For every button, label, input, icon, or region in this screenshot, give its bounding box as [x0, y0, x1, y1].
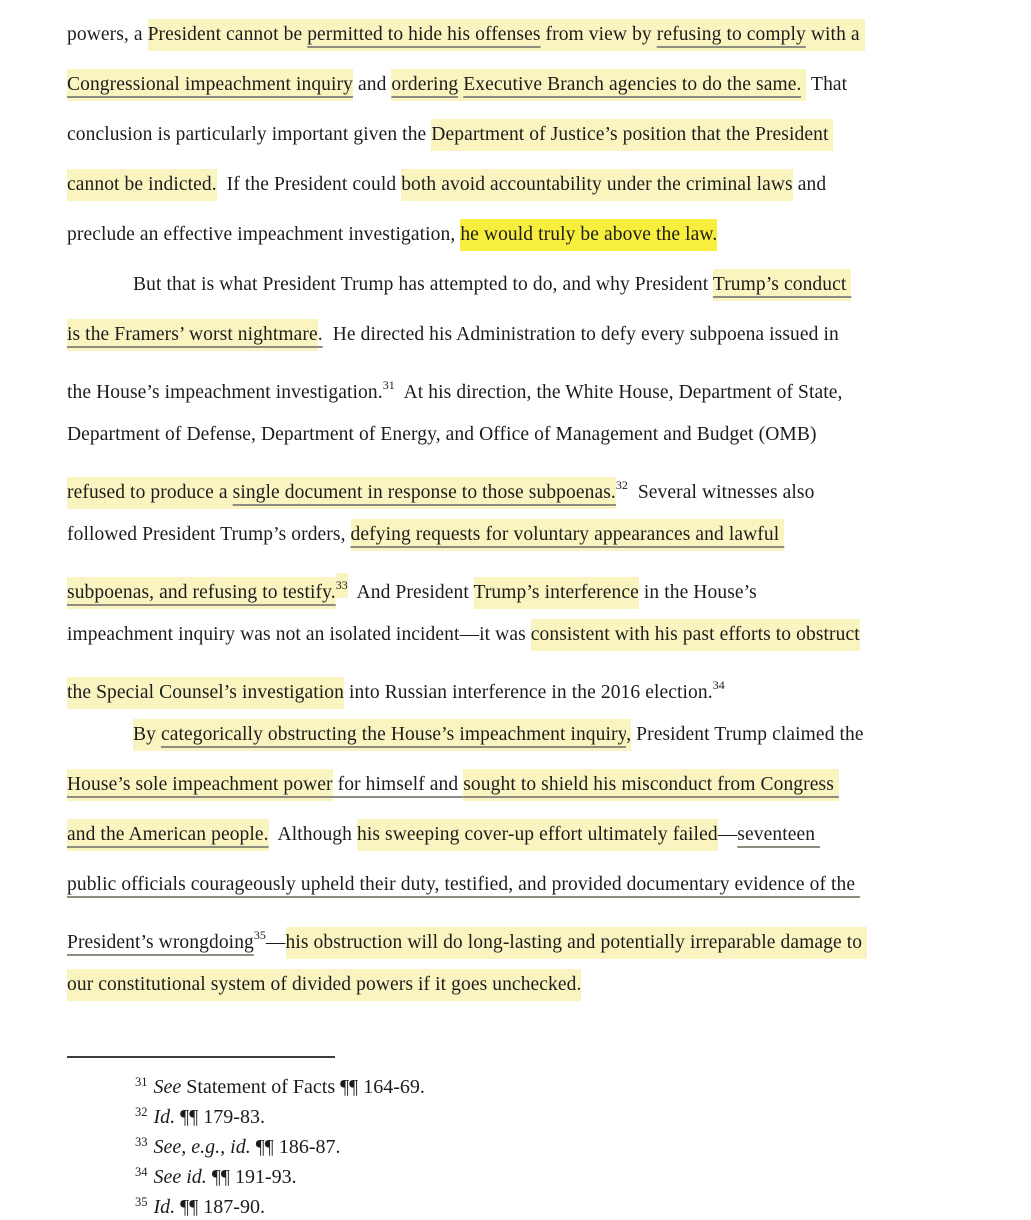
footnote-number: 35 [135, 1195, 148, 1209]
underlined-text: . [317, 324, 323, 345]
underlined-text: President’s wrongdoing [67, 932, 254, 953]
footnote-number: 32 [135, 1105, 148, 1119]
highlighted-text: Trump’s conduct [713, 269, 851, 301]
text-segment: powers, a [67, 24, 148, 45]
footnote-list [67, 1070, 967, 1220]
highlighted-text: single document in response to those subpoenas. [233, 477, 616, 509]
text-segment: — [265, 932, 286, 953]
footnotes-section [67, 1056, 967, 1220]
highlighted-text: cannot be indicted. [67, 169, 217, 201]
footnote [67, 1100, 967, 1130]
text-line [67, 660, 967, 710]
text-line [67, 560, 967, 610]
document-body [67, 10, 967, 1010]
text-line [67, 110, 967, 160]
highlighted-text: defying requests for voluntary appearances and lawful [351, 519, 785, 551]
highlighted-text: consistent with his past efforts to obstruct [531, 619, 860, 651]
text-line [67, 310, 967, 360]
highlighted-text: Congressional impeachment inquiry [67, 69, 353, 101]
highlighted-text: ordering [391, 69, 458, 101]
text-line [67, 60, 967, 110]
text-line [67, 210, 967, 260]
footnote-text: Statement of Facts ¶¶ 164-69. [181, 1076, 425, 1098]
highlighted-text: and the American people. [67, 819, 269, 851]
text-segment: If the President could [216, 174, 402, 195]
text-line [67, 910, 967, 960]
footnote [67, 1130, 967, 1160]
footnote-citation-signal: Id. [153, 1106, 176, 1128]
footnote-number: 33 [135, 1135, 148, 1149]
highlighted-text: President cannot be [148, 19, 308, 51]
text-segment: impeachment inquiry was not an isolated incident—it was [67, 624, 531, 645]
text-segment: the House’s impeachment investigation. [67, 382, 383, 403]
footnote-citation-signal: Id. [153, 1196, 176, 1218]
text-line [67, 760, 967, 810]
text-line [67, 260, 967, 310]
highlighted-text: both avoid accountability under the criminal laws [401, 169, 793, 201]
text-segment: preclude an effective impeachment investigation, [67, 224, 461, 245]
text-segment: At his direction, the White House, Department of State, [394, 382, 843, 403]
text-segment: Several witnesses also [627, 482, 815, 503]
text-segment: President Trump claimed the [631, 724, 864, 745]
highlighted-text: he would truly be above the law. [460, 219, 717, 251]
text-line [67, 960, 967, 1010]
text-segment: into Russian interference in the 2016 election. [344, 682, 713, 703]
highlighted-text: refused to produce a [67, 477, 233, 509]
footnote-separator [67, 1056, 335, 1058]
text-line [67, 710, 967, 760]
highlighted-text: Executive Branch agencies to do the same. [463, 69, 801, 101]
text-segment: followed President Trump’s orders, [67, 524, 351, 545]
highlighted-text: our constitutional system of divided powers if it goes unchecked. [67, 969, 581, 1001]
footnote-marker: 33 [336, 573, 348, 598]
footnote-marker: 35 [253, 928, 266, 942]
text-segment: and [792, 174, 827, 195]
text-segment: But that is what President Trump has attempted to do, and why President [133, 274, 713, 295]
text-segment: And President [347, 582, 474, 603]
text-line [67, 460, 967, 510]
footnote-text: ¶¶ 186-87. [250, 1136, 341, 1158]
highlighted-text: subpoenas, and refusing to testify. [67, 577, 336, 609]
footnote-text: ¶¶ 191-93. [206, 1166, 297, 1188]
highlighted-text: sought to shield his misconduct from Congress [463, 769, 839, 801]
highlighted-text: is the Framers’ worst nightmare [67, 319, 318, 351]
highlighted-text: with a [806, 19, 865, 51]
text-segment: That [806, 74, 848, 95]
text-line [67, 810, 967, 860]
underlined-text: for himself and [332, 774, 464, 795]
text-segment: — [717, 824, 738, 845]
text-segment: Department of Defense, Department of Energy, and Office of Management and Budget (OMB) [67, 424, 817, 445]
text-line [67, 610, 967, 660]
text-line [67, 860, 967, 910]
highlighted-text: permitted to hide his offenses [307, 19, 540, 51]
highlighted-text: the Special Counsel’s investigation [67, 677, 344, 709]
highlighted-text: By [133, 719, 161, 751]
text-line [67, 160, 967, 210]
footnote [67, 1070, 967, 1100]
footnote [67, 1190, 967, 1220]
underlined-text: public officials courageously upheld their duty, testified, and provided documentary evidence of the [67, 874, 861, 895]
footnote-number: 31 [135, 1075, 148, 1089]
text-segment: Although [268, 824, 357, 845]
text-segment: He directed his Administration to defy every subpoena issued in [322, 324, 839, 345]
highlighted-text: categorically obstructing the House’s impeachment inquiry [161, 719, 626, 751]
highlighted-text: refusing to comply [657, 19, 806, 51]
text-line [67, 510, 967, 560]
footnote-marker: 32 [615, 478, 628, 492]
footnote-citation-signal: See [153, 1076, 182, 1098]
highlighted-text: Trump’s interference [474, 577, 639, 609]
footnote-marker: 34 [712, 678, 725, 692]
text-segment: and [353, 74, 392, 95]
highlighted-text: House’s sole impeachment power [67, 769, 333, 801]
footnote-number: 34 [135, 1165, 148, 1179]
footnote-citation-signal: See id. [153, 1166, 207, 1188]
text-line [67, 10, 967, 60]
highlighted-text: his sweeping cover-up effort ultimately failed [357, 819, 718, 851]
underlined-text: seventeen [737, 824, 821, 845]
footnote-citation-signal: See, e.g., id. [153, 1136, 251, 1158]
footnote-marker: 31 [382, 378, 395, 392]
highlighted-text: from view by [541, 19, 657, 51]
text-segment: conclusion is particularly important given the [67, 124, 432, 145]
footnote-text: ¶¶ 179-83. [175, 1106, 265, 1128]
text-segment: in the House’s [638, 582, 757, 603]
footnote [67, 1160, 967, 1190]
highlighted-text: Department of Justice’s position that the President [431, 119, 833, 151]
highlighted-text: his obstruction will do long-lasting and potentially irreparable damage to [286, 927, 868, 959]
text-line [67, 410, 967, 460]
footnote-text: ¶¶ 187-90. [175, 1196, 265, 1218]
highlighted-text: , [626, 719, 631, 751]
text-line [67, 360, 967, 410]
